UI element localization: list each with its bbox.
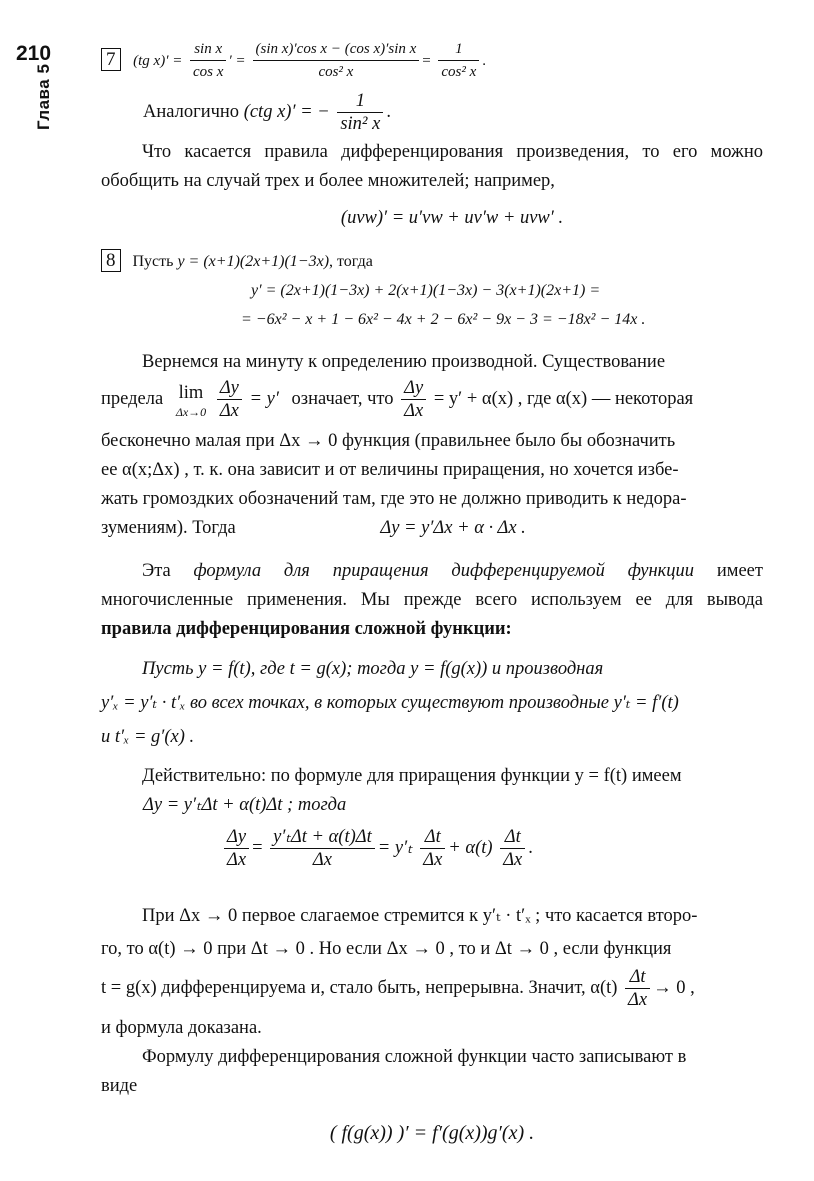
proof-continuation-line-2: го, то α(t) → 0 при Δt → 0 . Но если Δx → 0 , то и Δt → 0 , если функция — [101, 939, 672, 959]
theorem-line-1: Пусть y = f(t), где t = g(x); тогда y = f(g(x)) и производная — [142, 659, 604, 679]
proof-continuation-line-4: и формула доказана. — [101, 1018, 262, 1038]
example-8-derivative-line-1: y′ = (2x+1)(1−3x) + 2(x+1)(1−3x) − 3(x+1)(2x+1) = — [251, 282, 601, 299]
paragraph-increment-formula: Эта формула для приращения дифференцируемой функции имеет многочисленные применения. Мы прежде всего используем ее для вывода правила дифференцирования сложной функции: — [101, 561, 763, 639]
paragraph-definition-line-5: жать громоздких обозначений там, где это не должно приводить к недора- — [101, 489, 687, 509]
ctg-fraction: $\frac{1}{\text{sin² x}}$ — [337, 90, 383, 135]
final-chain-rule-formula: ( f(g(x)) )′ = f′(g(x))g′(x) . — [329, 1122, 535, 1144]
closing-paragraph-line-1: Формулу дифференцирования сложной функции часто записывают в — [142, 1047, 687, 1067]
chain-rule-big-formula: $\frac{\Delta y}{\Delta x}$ = $\frac{\text{y′ₜΔt + α(t)Δt}}{\Delta x}$ = y′ₜ $\frac{\Delta t}{\Delta x}$ + α(t) $\frac{\Delta t}{\Delta x}$ . — [101, 820, 763, 886]
ctg-derivative-line: Аналогично (ctg x)′ = − $\frac{1}{\text{sin² x}}$ . — [143, 91, 391, 134]
example-8-function: y = (x+1)(2x+1)(1−3x) — [177, 253, 330, 270]
proof-line-2: Δy = y′ₜΔt + α(t)Δt ; тогда — [143, 795, 347, 815]
tg-derivative-lhs: (tg x)′ = — [133, 52, 183, 69]
analog-label: Аналогично — [143, 101, 240, 122]
paragraph-definition-line-2: предела lim Δx→0 $\frac{\Delta y}{\Delta x}$ = y′ означает, что $\frac{\Delta y}{\Delta x}$ = y′ + α(x) , где α(x) — некоторая — [101, 378, 694, 421]
ctg-lhs: (ctg x)′ = − — [243, 101, 330, 122]
proof-line-1: Действительно: по формуле для приращения функции y = f(t) имеем — [142, 766, 682, 786]
tg-fraction-3: $\frac{1}{\text{cos² x}}$ — [438, 38, 479, 83]
example-8-intro: Пусть — [132, 253, 174, 270]
closing-paragraph-line-2: виде — [101, 1076, 138, 1096]
page-content — [101, 38, 763, 1148]
page-number: 210 — [16, 42, 52, 65]
chapter-label: Глава 5 — [34, 63, 53, 130]
example-7: 7 (tg x)′ = $\frac{\text{sin x}}{\text{cos x}}$ ′ = $\frac{\text{(sin x)′cos x − (cos x)′sin x}}{\text{cos² x}}$ = $\frac{1}{\text{cos² x}}$ . — [101, 38, 763, 82]
increment-formula: Δy = y′Δx + α · Δx . — [380, 518, 526, 538]
example-number-box: 7 — [101, 48, 121, 71]
paragraph-definition-line-4: ее α(x;Δx) , т. к. она зависит и от величины приращения, но хочется избе- — [101, 460, 679, 480]
tg-fraction-2: $\frac{\text{(sin x)′cos x − (cos x)′sin x}}{\text{cos² x}}$ — [253, 38, 420, 83]
formula-uvw: (uvw)′ = u′vw + uv′w + uvw′ . — [340, 208, 564, 228]
paragraph-product-rule: Что касается правила дифференцирования произведения, то его можно обобщить на случай трех и более множителей; например, — [101, 142, 763, 191]
limit-expression: lim Δx→0 — [175, 382, 207, 419]
paragraph-definition-line-6: зумениям). Тогда Δy = y′Δx + α · Δx . — [101, 518, 526, 538]
example-8-derivative-line-2: = −6x² − x + 1 − 6x² − 4x + 2 − 6x² − 9x − 3 = −18x² − 14x . — [241, 311, 646, 328]
example-8 — [101, 247, 763, 276]
dy-dx-fraction: $\frac{\Delta y}{\Delta x}$ — [217, 377, 242, 422]
proof-continuation-line-3: t = g(x) дифференцируема и, стало быть, непрерывна. Значит, α(t) $\frac{\Delta t}{\Delta x}$ → 0 , — [101, 967, 695, 1010]
example-8-then: , тогда — [329, 253, 373, 270]
example-number-box: 8 — [101, 249, 121, 272]
tg-fraction-1: $\frac{\text{sin x}}{\text{cos x}}$ — [190, 38, 226, 83]
proof-continuation-line-1: При Δx → 0 первое слагаемое стремится к y′ₜ · t′ₓ ; что касается второ- — [142, 906, 698, 926]
dy-dx-fraction-2: $\frac{\Delta y}{\Delta x}$ — [401, 377, 426, 422]
theorem-line-2: y′ₓ = y′ₜ · t′ₓ во всех точках, в которых существуют производные y′ₜ = f′(t) — [101, 693, 679, 713]
theorem-line-3: и t′ₓ = g′(x) . — [101, 727, 195, 747]
paragraph-definition-line-1: Вернемся на минуту к определению производной. Существование — [142, 352, 666, 372]
paragraph-definition-line-3: бесконечно малая при Δx → 0 функция (правильнее было бы обозначить — [101, 431, 676, 451]
